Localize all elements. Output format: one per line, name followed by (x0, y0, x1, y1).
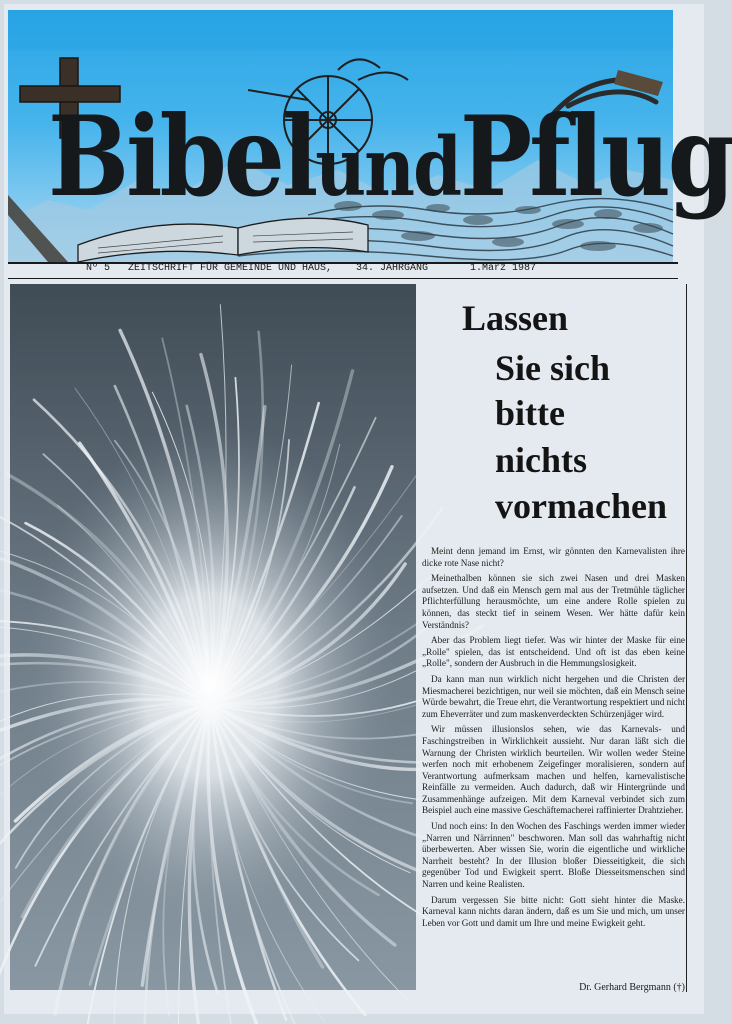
issue-subtitle: ZEITSCHRIFT FÜR GEMEINDE UND HAUS, (128, 263, 333, 274)
masthead-title-und: und (315, 119, 461, 215)
issue-volume: 34. JAHRGANG (356, 263, 429, 274)
article-paragraph: Da kann man nun wirklich nicht hergehen und die Christen der Miesmacherei bezichtigen, nur weil sie möchten, daß ein Mensch seine Würde bewahrt, die Treue ehrt, die Verantwortung respektiert und nicht zum Eheverräter und zum maskenverdeckten Schürzenjäger wird. (422, 673, 685, 719)
issue-date: 1.März 1987 (470, 263, 537, 274)
masthead-title-bibel: Bibel (48, 91, 316, 222)
issue-number: Nº 5 (86, 263, 111, 274)
headline-line-3: bitte (495, 393, 565, 433)
article-paragraph: Aber das Problem liegt tiefer. Was wir hinter der Maske für eine „Rolle" spielen, das ist entscheidend. Und oft ist das eben keine „Rolle", sondern der Ausbruch in die Hemmungslosigkeit. (422, 635, 685, 669)
headline-line-2: Sie sich (495, 348, 611, 388)
article-paragraph: Wir müssen illusionslos sehen, wie das Karnevals- und Faschingstreiben in Wirklichkeit aussieht. Nur daran läßt sich die Warnung der Christen wirklich beurteilen. Wir wollen weder Steine werfen noch mit erhobenem Zeigefinger moralisieren, sondern auf Verantwortung aufmerksam machen und helfen, karnevalistische Reinfälle zu vermeiden. Auch dadurch, daß wir Hintergründe und Zusammenhänge aufzeigen. Mit dem Karneval verbindet sich zum Beispiel auch eine massive Geschäftemacherei raffinierter Drahtzieher. (422, 724, 685, 816)
headline-line-5: vormachen (495, 486, 667, 526)
headline-line-1: Lassen (462, 298, 569, 338)
firework-photo (10, 284, 416, 990)
article-paragraph: Und noch eins: In den Wochen des Faschings werden immer wieder „Narren und Närrinnen" beschworen. Man soll das wahrhaftig nicht überbewerten. Aber wissen Sie, worin die eigentliche und wirkliche Narrheit besteht? In der Illusion bloßer Diesseitigkeit, die sich gegenüber Tod und Ewigkeit sperrt. Bloße Diesseitsmenschen sind Narren und keine Realisten. (422, 821, 685, 890)
article-paragraph: Meint denn jemand im Ernst, wir gönnten den Karnevalisten ihre dicke rote Nase nicht? (422, 546, 685, 568)
masthead-title (48, 91, 732, 222)
masthead-title-pflug: Pflug (460, 91, 732, 222)
article-author: Dr. Gerhard Bergmann (†) (579, 982, 685, 993)
masthead (8, 10, 732, 262)
article-body (422, 546, 685, 933)
article-paragraph: Meinethalben können sie sich zwei Nasen und drei Masken aufsetzen. Und daß ein Mensch gern mal aus der Tretmühle täglicher Pflichterfüllung herausmöchte, um eine andere Rolle spielen zu können, das steckt tief in seinem Wesen. Wer hätte dafür kein Verständnis? (422, 573, 685, 630)
firework-burst-image (10, 284, 416, 990)
issue-bar-rule (8, 278, 678, 279)
article-paragraph: Darum vergessen Sie bitte nicht: Gott sieht hinter die Maske. Karneval kann nichts daran ändern, daß es um Sie und mich, um unser Leben vor Gott und damit um Ihre und meine Ewigkeit geht. (422, 894, 685, 928)
issue-bar (8, 263, 678, 277)
headline-line-4: nichts (495, 440, 588, 480)
